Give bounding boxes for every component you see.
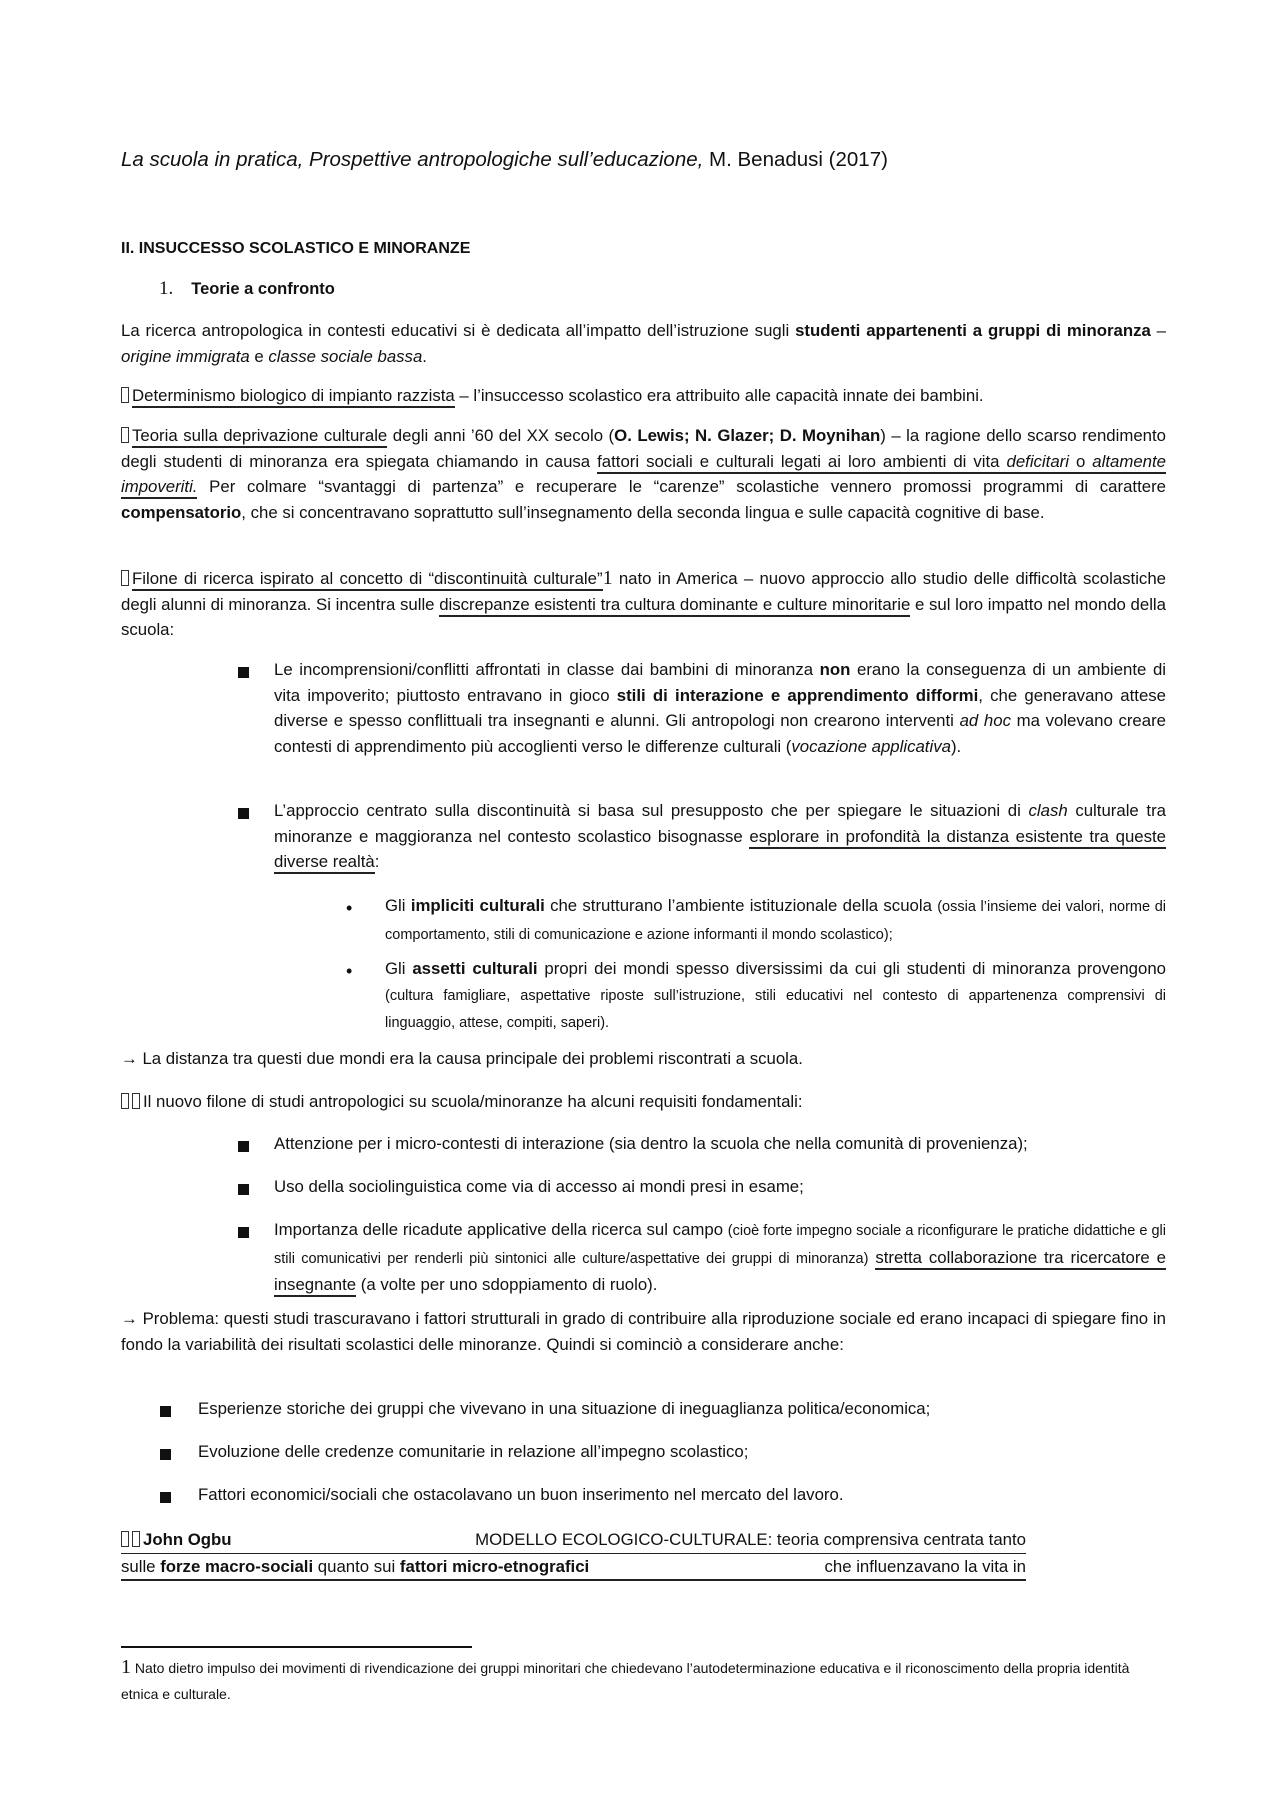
paragraph-filone: Filone di ricerca ispirato al concetto di “discontinuità culturale”1 nato in America – nuovo approccio allo studio delle difficoltà scolastiche degli alunni di minoranza. Si incentra sulle discrepanze esistenti tra cultura dominante e culture minoritarie e sul loro impatto nel mondo della scuola: bbox=[121, 567, 1166, 639]
list-item: Evoluzione delle credenze comunitarie in relazione all’impegno scolastico; bbox=[198, 1442, 749, 1461]
placeholder-icon bbox=[121, 1093, 129, 1109]
square-bullet-icon bbox=[238, 1227, 249, 1238]
paragraph-deprivazione: Teoria sulla deprivazione culturale degli anni ’60 del XX secolo (O. Lewis; N. Glazer; D. Moynihan) – la ragione dello scarso rendimento degli studenti di minoranza era spiegata chiamando in causa fattori sociali e culturali legati ai loro ambienti di vita deficitari o altamente impoveriti. Per colmare “svantaggi di partenza” e recuperare le “carenze” scolastiche vennero promossi programmi di carattere compensatorio, che si concentravano soprattutto sull’insegnamento della seconda lingua e sulle capacità cognitive di base. bbox=[121, 426, 1167, 522]
list-item: Importanza delle ricadute applicative della ricerca sul campo (cioè forte impegno sociale a riconfigurare le pratiche didattiche e gli stili comunicativi per renderli più sintonici alle culture/aspettative dei gruppi di minoranza) stretta collaborazione tra ricercatore e insegnante (a volte per uno sdoppiamento di ruolo). bbox=[274, 1217, 1166, 1298]
square-bullet-icon bbox=[160, 1492, 171, 1503]
list-item: Attenzione per i micro-contesti di interazione (sia dentro la scuola che nella comunità di provenienza); bbox=[274, 1134, 1028, 1153]
bullet-dot-icon: • bbox=[346, 898, 353, 918]
list-item: Uso della sociolinguistica come via di accesso ai mondi presi in esame; bbox=[274, 1177, 804, 1196]
placeholder-icon bbox=[121, 1531, 129, 1547]
square-bullet-icon bbox=[160, 1406, 171, 1417]
bullet-dot-icon: • bbox=[346, 961, 353, 981]
list-item: Esperienze storiche dei gruppi che vivevano in una situazione di ineguaglianza politica/economica; bbox=[198, 1399, 931, 1418]
footnote-separator bbox=[121, 1646, 472, 1648]
arrow-note: → La distanza tra questi due mondi era la causa principale dei problemi riscontrati a scuola. bbox=[121, 1049, 803, 1068]
square-bullet-icon bbox=[238, 667, 249, 678]
sub-heading: 1. Teorie a confronto bbox=[159, 278, 335, 299]
intro-paragraph: La ricerca antropologica in contesti educativi si è dedicata all’impatto dell’istruzione sugli studenti appartenenti a gruppi di minoranza – origine immigrata e classe sociale bassa. bbox=[121, 321, 1167, 366]
list-item: Le incomprensioni/conflitti affrontati in classe dai bambini di minoranza non erano la conseguenza di un ambiente di vita impoverito; piuttosto entravano in gioco stili di interazione e apprendimento difformi, che generavano attese diverse e spesso conflittuali tra insegnanti e alunni. Gli antropologi non crearono interventi ad hoc ma volevano creare contesti di apprendimento più accoglienti verso le differenze culturali (vocazione applicativa). bbox=[274, 660, 1167, 756]
square-bullet-icon bbox=[238, 808, 249, 819]
placeholder-icon bbox=[121, 570, 129, 586]
square-bullet-icon bbox=[238, 1184, 249, 1195]
paragraph-nuovo-filone: Il nuovo filone di studi antropologici su scuola/minoranze ha alcuni requisiti fondamentali: bbox=[121, 1089, 1166, 1115]
list-item: L’approccio centrato sulla discontinuità si basa sul presupposto che per spiegare le situazioni di clash culturale tra minoranze e maggioranza nel contesto scolastico bisognasse esplorare in profondità la distanza esistente tra queste diverse realtà: bbox=[274, 798, 1166, 875]
paragraph-ogbu: John Ogbu MODELLO ECOLOGICO-CULTURALE: teoria comprensiva centrata tanto sulle forze macro-sociali quanto sui fattori micro-etnografici che influenzavano la vita in bbox=[121, 1527, 1026, 1581]
placeholder-icon bbox=[132, 1531, 140, 1547]
footnote: 1 Nato dietro impulso dei movimenti di rivendicazione dei gruppi minoritari che chiedevano l’autodeterminazione educativa e il riconoscimento della propria identità etnica e culturale. bbox=[121, 1656, 1130, 1702]
document-title: La scuola in pratica, Prospettive antropologiche sull’educazione, M. Benadusi (2017) bbox=[121, 148, 888, 171]
section-heading: II. INSUCCESSO SCOLASTICO E MINORANZE bbox=[121, 240, 471, 257]
placeholder-icon bbox=[121, 387, 129, 403]
placeholder-icon bbox=[121, 427, 129, 443]
arrow-note: → Problema: questi studi trascuravano i fattori strutturali in grado di contribuire alla riproduzione sociale ed erano incapaci di spiegare fino in fondo la variabilità dei risultati scolastici delle minoranze. Quindi si cominciò a considerare anche: bbox=[121, 1309, 1166, 1354]
list-item: Gli impliciti culturali che strutturano l’ambiente istituzionale della scuola (ossia l’insieme dei valori, norme di comportamento, stili di comunicazione e azione informanti il mondo scolastico); bbox=[385, 896, 1166, 943]
square-bullet-icon bbox=[160, 1449, 171, 1460]
list-item: Fattori economici/sociali che ostacolavano un buon inserimento nel mercato del lavoro. bbox=[198, 1485, 844, 1504]
placeholder-icon bbox=[132, 1093, 140, 1109]
list-item: Gli assetti culturali propri dei mondi spesso diversissimi da cui gli studenti di minoranza provengono (cultura famigliare, aspettative riposte sull’istruzione, stili educativi nel contesto di appartenenza comprensivi di linguaggio, attese, compiti, saperi). bbox=[385, 959, 1166, 1031]
square-bullet-icon bbox=[238, 1141, 249, 1152]
footnote-ref[interactable]: 1 bbox=[602, 567, 613, 589]
paragraph-determinismo: Determinismo biologico di impianto razzista – l’insuccesso scolastico era attribuito alle capacità innate dei bambini. bbox=[121, 383, 1166, 409]
